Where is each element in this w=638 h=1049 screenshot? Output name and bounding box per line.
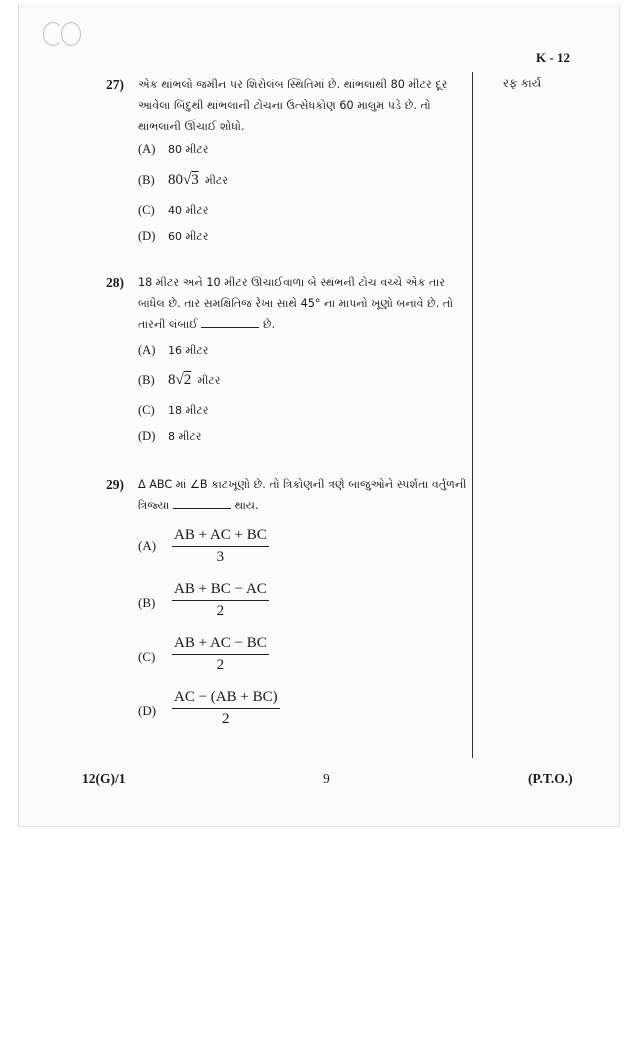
option-label: (C) — [138, 403, 155, 417]
coefficient: 80 — [168, 172, 183, 188]
option-value: 60 મીટર — [168, 230, 209, 243]
option-value: 18 મીટર — [168, 404, 209, 417]
question-27 — [108, 74, 470, 137]
question-28 — [108, 272, 470, 335]
page-code: K - 12 — [536, 50, 570, 65]
numerator: AB + BC − AC — [172, 581, 269, 601]
question-number: 29) — [106, 477, 124, 492]
option-value: 8 મીટર — [168, 430, 202, 443]
denominator: 2 — [216, 603, 225, 619]
denominator: 2 — [216, 657, 225, 673]
option-unit: મીટર — [204, 174, 228, 187]
answer-blank — [201, 317, 259, 328]
option-unit: મીટર — [197, 374, 221, 387]
numerator: AB + AC + BC — [172, 527, 269, 547]
option-d — [138, 429, 202, 444]
option-label: (A) — [138, 142, 156, 156]
option-label: (D) — [138, 703, 157, 718]
option-label: (B) — [138, 595, 156, 610]
question-text-before: Δ ABC માં ∠B કાટખૂણો છે. તો ત્રિકોણની ત્રણે બાજુઓને સ્પર્શતા વર્તુળની ત્રિજ્યા — [138, 478, 467, 512]
radicand: 2 — [183, 372, 192, 388]
numerator: AC − (AB + BC) — [172, 689, 280, 709]
pto-label: (P.T.O.) — [528, 771, 573, 786]
answer-blank — [173, 498, 231, 509]
numerator: AB + AC − BC — [172, 635, 269, 655]
punch-hole-icon — [43, 22, 63, 46]
option-label: (C) — [138, 649, 156, 664]
option-label: (B) — [138, 173, 155, 187]
option-c-fraction — [172, 635, 269, 674]
question-text — [138, 272, 470, 335]
option-value: 80 મીટર — [168, 143, 209, 156]
option-label: (A) — [138, 343, 156, 357]
rough-work-label: રફ કાર્ય — [503, 76, 542, 90]
punch-hole-icon — [61, 22, 81, 46]
question-text-after: છે. — [262, 318, 276, 331]
radical-expression: 80√3 — [168, 172, 199, 188]
option-label: (D) — [138, 229, 156, 243]
option-b — [138, 372, 221, 389]
option-a — [138, 343, 209, 358]
option-a-fraction — [172, 527, 269, 566]
denominator: 2 — [222, 711, 230, 727]
question-text: એક થાંભલો જમીન પર શિરોલંબ સ્થિતિમાં છે. થાંભલાથી 80 મીટર દૂર આવેલા બિંદુથી થાંભલાની ટોચના ઉત્સેધકોણ 60 માલુમ પડે છે. તો થાંભલાની ઊંચાઈ શોધો. — [138, 78, 448, 133]
option-label: (B) — [138, 373, 155, 387]
rough-work-divider — [472, 72, 473, 758]
coefficient: 8 — [168, 372, 176, 388]
question-number: 27) — [106, 77, 124, 92]
option-c — [138, 403, 209, 418]
question-text-after: થાય. — [234, 499, 259, 512]
option-value: 16 મીટર — [168, 344, 209, 357]
option-d — [138, 229, 209, 244]
option-label: (A) — [138, 538, 157, 553]
option-d-fraction — [172, 689, 280, 728]
page-number: 9 — [323, 771, 330, 786]
option-c — [138, 203, 209, 218]
option-label: (C) — [138, 203, 155, 217]
option-label: (D) — [138, 429, 156, 443]
question-29 — [108, 474, 470, 516]
question-number: 28) — [106, 275, 124, 290]
denominator: 3 — [216, 549, 225, 565]
radical-expression: 8√2 — [168, 372, 192, 388]
option-b — [138, 172, 228, 189]
paper-code: 12(G)/1 — [82, 771, 126, 786]
option-a — [138, 142, 209, 157]
question-text-before: 18 મીટર અને 10 મીટર ઊંચાઈવાળા બે સ્થંભની ટોચ વચ્ચે એક તાર બાંધેલ છે. તાર સમક્ષિતિજ રેખા સાથે 45° ના માપનો ખૂણો બનાવે છે. તો તારની લંબાઈ — [138, 276, 454, 331]
question-text — [138, 474, 470, 516]
option-b-fraction — [172, 581, 269, 620]
option-value: 40 મીટર — [168, 204, 209, 217]
radicand: 3 — [191, 172, 199, 188]
